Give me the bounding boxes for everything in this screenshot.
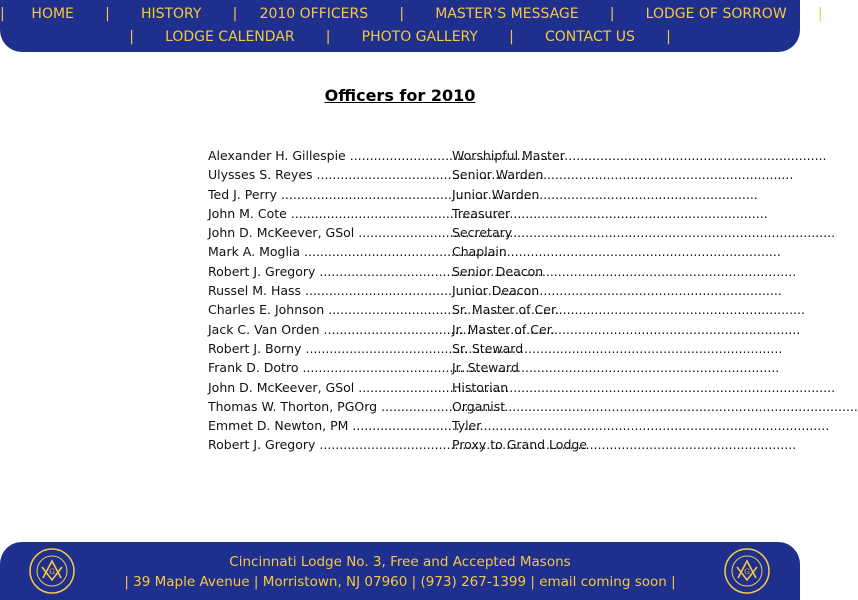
lodge-name: Cincinnati Lodge No. 3, Free and Accepted Masons [229, 554, 571, 570]
officer-name: Alexander H. Gillespie ..... [208, 148, 448, 163]
officer-row [208, 167, 628, 186]
officer-title: Secretary [452, 225, 513, 241]
nav-link-lodge-calendar[interactable]: LODGE CALENDAR [165, 29, 295, 45]
nav-separator: | [232, 6, 238, 22]
officer-title: Jr. Steward [452, 360, 519, 376]
officer-row [208, 437, 628, 456]
officer-title: Historian [452, 379, 509, 395]
officer-name: Robert J. Borny ..... [208, 341, 448, 356]
officer-row [208, 283, 628, 302]
officer-row [208, 225, 628, 244]
officer-title: Jr. Master of Cer. [452, 321, 555, 337]
officer-row [208, 399, 628, 418]
officer-title: Senior Deacon [452, 263, 544, 279]
nav-link-photo-gallery[interactable]: PHOTO GALLERY [361, 29, 478, 45]
masonic-seal-icon [723, 547, 771, 595]
nav-link-2010-officers[interactable]: 2010 OFFICERS [259, 6, 369, 22]
nav-separator: | [325, 29, 331, 45]
officer-name: Ted J. Perry ..... [208, 187, 448, 202]
officer-row [208, 187, 628, 206]
officer-row [208, 302, 628, 321]
svg-text:G: G [49, 568, 55, 576]
svg-text:G: G [744, 568, 750, 576]
officer-row [208, 322, 628, 341]
officer-name: John D. McKeever, GSol ..... [208, 225, 448, 240]
officer-title: Sr. Steward [452, 340, 524, 356]
top-navigation-bar [0, 0, 823, 52]
officer-list [208, 148, 628, 457]
lodge-address: | 39 Maple Avenue | Morristown, NJ 07960 | (973) 267-1399 | email coming soon | [124, 574, 676, 590]
nav-link-lodge-of-sorrow[interactable]: LODGE OF SORROW [645, 6, 787, 22]
nav-separator: | [0, 6, 5, 22]
officer-name: Ulysses S. Reyes ..... [208, 167, 448, 182]
officer-row [208, 206, 628, 225]
officer-title: Treasurer [452, 205, 511, 221]
officer-title: Tyler [452, 418, 482, 434]
officer-title: Organist [452, 398, 506, 414]
nav-separator: | [817, 6, 823, 22]
officer-name: John M. Cote ..... [208, 206, 448, 221]
officer-title: Chaplain [452, 244, 507, 260]
officer-title: Junior Warden [452, 186, 540, 202]
nav-link-contact-us[interactable]: CONTACT US [544, 29, 635, 45]
nav-separator: | [105, 6, 110, 22]
officer-name: Emmet D. Newton, PM ..... [208, 418, 448, 433]
officer-row [208, 360, 628, 379]
nav-separator: | [129, 29, 134, 45]
officer-title: Sr. Master of Cer. [452, 302, 559, 318]
nav-separator: | [666, 29, 671, 45]
nav-link-history[interactable]: HISTORY [140, 6, 202, 22]
officer-name: Robert J. Gregory ..... [208, 264, 448, 279]
officer-row [208, 418, 628, 437]
officer-row [208, 264, 628, 283]
officer-row [208, 244, 628, 263]
officer-name: Thomas W. Thorton, PGOrg ..... [208, 399, 448, 414]
officer-title: Proxy to Grand Lodge [452, 437, 588, 453]
nav-separator: | [609, 6, 615, 22]
officer-name: John D. McKeever, GSol ..... [208, 380, 448, 395]
nav-separator: | [509, 29, 514, 45]
footer-bar [0, 542, 800, 600]
officer-name: Jack C. Van Orden ..... [208, 322, 448, 337]
officer-name: Russel M. Hass ..... [208, 283, 448, 298]
officer-row [208, 341, 628, 360]
officer-row [208, 380, 628, 399]
page-title: Officers for 2010 [324, 86, 476, 105]
nav-row-1 [0, 6, 823, 22]
officer-title: Worshipful Master [452, 148, 565, 163]
officer-name: Frank D. Dotro ..... [208, 360, 448, 375]
nav-link-home[interactable]: HOME [31, 6, 74, 22]
officer-name: Charles E. Johnson ..... [208, 302, 448, 317]
officer-name: Mark A. Moglia ..... [208, 244, 448, 259]
officer-title: Senior Warden [452, 167, 544, 183]
officer-name: Robert J. Gregory ..... [208, 437, 448, 452]
officer-title: Junior Deacon [452, 283, 540, 299]
nav-separator: | [399, 6, 405, 22]
officer-row [208, 148, 628, 167]
nav-link-masters-message[interactable]: MASTER’S MESSAGE [435, 6, 579, 22]
nav-row-2 [0, 29, 800, 45]
